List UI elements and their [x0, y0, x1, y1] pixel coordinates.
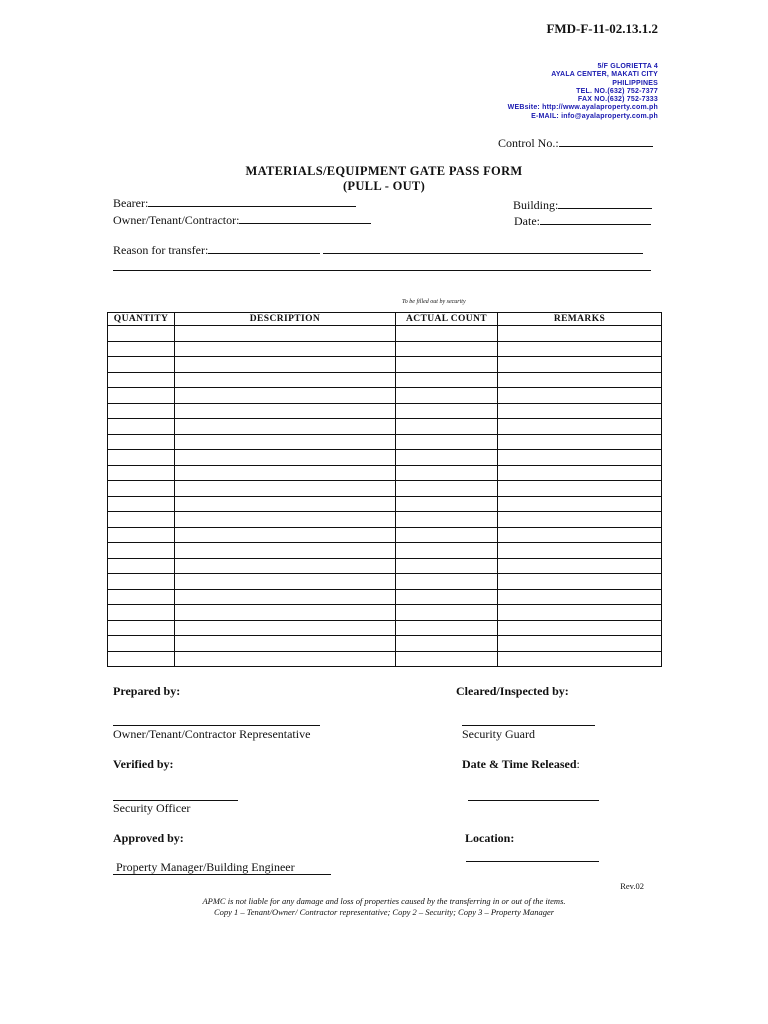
- description-cell[interactable]: [175, 512, 396, 528]
- table-body: [108, 326, 662, 667]
- remarks-cell[interactable]: [498, 372, 662, 388]
- description-cell[interactable]: [175, 372, 396, 388]
- description-cell[interactable]: [175, 605, 396, 621]
- actual-count-cell[interactable]: [396, 481, 498, 497]
- table-row: [108, 543, 662, 559]
- quantity-cell[interactable]: [108, 357, 175, 373]
- description-cell[interactable]: [175, 651, 396, 667]
- actual-count-cell[interactable]: [396, 465, 498, 481]
- location-label: Location:: [465, 831, 515, 845]
- table-row: [108, 341, 662, 357]
- remarks-cell[interactable]: [498, 403, 662, 419]
- quantity-cell[interactable]: [108, 403, 175, 419]
- quantity-header: QUANTITY: [108, 313, 175, 326]
- description-header: DESCRIPTION: [175, 313, 396, 326]
- owner-field: [113, 213, 371, 228]
- form-title-main: MATERIALS/EQUIPMENT GATE PASS FORM: [245, 164, 523, 178]
- date-label: Date:: [514, 214, 540, 228]
- description-cell[interactable]: [175, 558, 396, 574]
- actual-count-cell[interactable]: [396, 651, 498, 667]
- date-field: [514, 214, 651, 229]
- quantity-cell[interactable]: [108, 589, 175, 605]
- owner-input[interactable]: [239, 223, 371, 224]
- actual-count-cell[interactable]: [396, 620, 498, 636]
- quantity-cell[interactable]: [108, 512, 175, 528]
- actual-count-cell[interactable]: [396, 558, 498, 574]
- actual-count-cell[interactable]: [396, 605, 498, 621]
- quantity-cell[interactable]: [108, 465, 175, 481]
- building-label: Building:: [513, 198, 559, 212]
- description-cell[interactable]: [175, 450, 396, 466]
- quantity-cell[interactable]: [108, 481, 175, 497]
- verified-caption: Security Officer: [113, 801, 191, 815]
- quantity-cell[interactable]: [108, 543, 175, 559]
- table-row: [108, 481, 662, 497]
- remarks-cell[interactable]: [498, 636, 662, 652]
- actual-count-cell[interactable]: [396, 543, 498, 559]
- remarks-cell[interactable]: [498, 326, 662, 342]
- quantity-cell[interactable]: [108, 558, 175, 574]
- bearer-field: [113, 196, 356, 211]
- remarks-cell[interactable]: [498, 434, 662, 450]
- description-cell[interactable]: [175, 589, 396, 605]
- quantity-cell[interactable]: [108, 419, 175, 435]
- remarks-cell[interactable]: [498, 605, 662, 621]
- footer-notes: [0, 896, 768, 918]
- table-row: [108, 651, 662, 667]
- actual-count-header: ACTUAL COUNT: [396, 313, 498, 326]
- remarks-cell[interactable]: [498, 543, 662, 559]
- actual-count-cell[interactable]: [396, 496, 498, 512]
- owner-label: Owner/Tenant/Contractor:: [113, 213, 240, 227]
- date-input[interactable]: [540, 224, 651, 225]
- remarks-cell[interactable]: [498, 481, 662, 497]
- actual-count-cell[interactable]: [396, 636, 498, 652]
- reason-label: Reason for transfer:: [113, 243, 209, 257]
- remarks-cell[interactable]: [498, 388, 662, 404]
- actual-count-cell[interactable]: [396, 357, 498, 373]
- approved-caption: Property Manager/Building Engineer: [116, 860, 295, 874]
- table-row: [108, 357, 662, 373]
- description-cell[interactable]: [175, 388, 396, 404]
- table-row: [108, 434, 662, 450]
- quantity-cell[interactable]: [108, 434, 175, 450]
- actual-count-cell[interactable]: [396, 512, 498, 528]
- company-address: [508, 63, 658, 121]
- description-cell[interactable]: [175, 419, 396, 435]
- reason-input-cont[interactable]: [323, 253, 643, 254]
- remarks-cell[interactable]: [498, 512, 662, 528]
- quantity-cell[interactable]: [108, 574, 175, 590]
- quantity-cell[interactable]: [108, 372, 175, 388]
- table-row: [108, 465, 662, 481]
- items-table: [107, 312, 662, 667]
- security-note: To be filled out by security: [402, 299, 466, 305]
- table-row: [108, 527, 662, 543]
- table-row: [108, 326, 662, 342]
- control-no-input[interactable]: [559, 146, 653, 147]
- form-title: [0, 164, 768, 194]
- address-line: PHILIPPINES: [612, 79, 658, 87]
- remarks-cell[interactable]: [498, 527, 662, 543]
- description-cell[interactable]: [175, 620, 396, 636]
- actual-count-cell[interactable]: [396, 341, 498, 357]
- cleared-by-label: Cleared/Inspected by:: [456, 684, 569, 698]
- actual-count-cell[interactable]: [396, 403, 498, 419]
- cleared-signature-line[interactable]: [462, 725, 595, 726]
- actual-count-cell[interactable]: [396, 589, 498, 605]
- reason-input-line2[interactable]: [113, 270, 651, 271]
- approved-signature-line[interactable]: [113, 874, 331, 875]
- prepared-caption: Owner/Tenant/Contractor Representative: [113, 727, 311, 741]
- control-no-label: Control No.:: [498, 136, 559, 150]
- remarks-cell[interactable]: [498, 589, 662, 605]
- revision: Rev.02: [620, 881, 644, 891]
- description-cell[interactable]: [175, 403, 396, 419]
- actual-count-cell[interactable]: [396, 419, 498, 435]
- actual-count-cell[interactable]: [396, 388, 498, 404]
- quantity-cell[interactable]: [108, 651, 175, 667]
- table-row: [108, 403, 662, 419]
- description-cell[interactable]: [175, 574, 396, 590]
- remarks-header: REMARKS: [498, 313, 662, 326]
- remarks-cell[interactable]: [498, 419, 662, 435]
- description-cell[interactable]: [175, 326, 396, 342]
- description-cell[interactable]: [175, 636, 396, 652]
- table-row: [108, 372, 662, 388]
- building-input[interactable]: [558, 208, 652, 209]
- table-row: [108, 388, 662, 404]
- quantity-cell[interactable]: [108, 636, 175, 652]
- bearer-input[interactable]: [148, 206, 356, 207]
- actual-count-cell[interactable]: [396, 326, 498, 342]
- date-time-released-label: Date & Time Released: [462, 757, 577, 771]
- description-cell[interactable]: [175, 543, 396, 559]
- quantity-cell[interactable]: [108, 496, 175, 512]
- table-row: [108, 512, 662, 528]
- cleared-caption: Security Guard: [462, 727, 535, 741]
- building-field: [513, 198, 652, 213]
- actual-count-cell[interactable]: [396, 574, 498, 590]
- description-cell[interactable]: [175, 341, 396, 357]
- address-line: AYALA CENTER, MAKATI CITY: [551, 71, 658, 79]
- description-cell[interactable]: [175, 357, 396, 373]
- remarks-cell[interactable]: [498, 341, 662, 357]
- description-cell[interactable]: [175, 434, 396, 450]
- quantity-cell[interactable]: [108, 620, 175, 636]
- quantity-cell[interactable]: [108, 341, 175, 357]
- description-cell[interactable]: [175, 527, 396, 543]
- quantity-cell[interactable]: [108, 527, 175, 543]
- table-row: [108, 605, 662, 621]
- verified-by-label: Verified by:: [113, 757, 174, 771]
- actual-count-cell[interactable]: [396, 372, 498, 388]
- quantity-cell[interactable]: [108, 388, 175, 404]
- description-cell[interactable]: [175, 481, 396, 497]
- date-time-released-field: [462, 757, 580, 772]
- date-time-colon: :: [576, 757, 580, 771]
- liability-note: APMC is not liable for any damage and loss of properties caused by the transferring in or out of the items.: [202, 896, 566, 906]
- table-header-row: [108, 313, 662, 326]
- description-cell[interactable]: [175, 496, 396, 512]
- table-row: [108, 589, 662, 605]
- quantity-cell[interactable]: [108, 450, 175, 466]
- table-row: [108, 574, 662, 590]
- reason-field: [113, 243, 643, 258]
- table-row: [108, 450, 662, 466]
- remarks-cell[interactable]: [498, 357, 662, 373]
- table-row: [108, 419, 662, 435]
- control-no-field: [498, 136, 653, 151]
- address-line: FAX NO.(632) 752-7333: [577, 96, 658, 104]
- remarks-cell[interactable]: [498, 450, 662, 466]
- actual-count-cell[interactable]: [396, 527, 498, 543]
- form-title-sub: (PULL - OUT): [342, 179, 426, 193]
- document-code: FMD-F-11-02.13.1.2: [546, 21, 658, 36]
- location-line[interactable]: [466, 861, 599, 862]
- description-cell[interactable]: [175, 465, 396, 481]
- table-row: [108, 636, 662, 652]
- prepared-signature-line[interactable]: [113, 725, 320, 726]
- quantity-cell[interactable]: [108, 605, 175, 621]
- actual-count-cell[interactable]: [396, 450, 498, 466]
- table-row: [108, 496, 662, 512]
- approved-by-label: Approved by:: [113, 831, 184, 845]
- copy-distribution-note: Copy 1 – Tenant/Owner/ Contractor representative; Copy 2 – Security; Copy 3 – Property Manager: [213, 907, 555, 917]
- quantity-cell[interactable]: [108, 326, 175, 342]
- table-row: [108, 620, 662, 636]
- address-line: E-MAIL: info@ayalaproperty.com.ph: [531, 112, 658, 120]
- remarks-cell[interactable]: [498, 465, 662, 481]
- remarks-cell[interactable]: [498, 620, 662, 636]
- prepared-by-label: Prepared by:: [113, 684, 181, 698]
- bearer-label: Bearer:: [113, 196, 149, 210]
- address-line: 5/F GLORIETTA 4: [597, 63, 658, 70]
- table-row: [108, 558, 662, 574]
- remarks-cell[interactable]: [498, 558, 662, 574]
- actual-count-cell[interactable]: [396, 434, 498, 450]
- date-time-line[interactable]: [468, 800, 599, 801]
- address-line: TEL. NO.(632) 752-7377: [576, 87, 658, 95]
- address-line: WEBsite: http://www.ayalaproperty.com.ph: [507, 104, 658, 112]
- remarks-cell[interactable]: [498, 651, 662, 667]
- remarks-cell[interactable]: [498, 574, 662, 590]
- remarks-cell[interactable]: [498, 496, 662, 512]
- reason-input[interactable]: [208, 253, 320, 254]
